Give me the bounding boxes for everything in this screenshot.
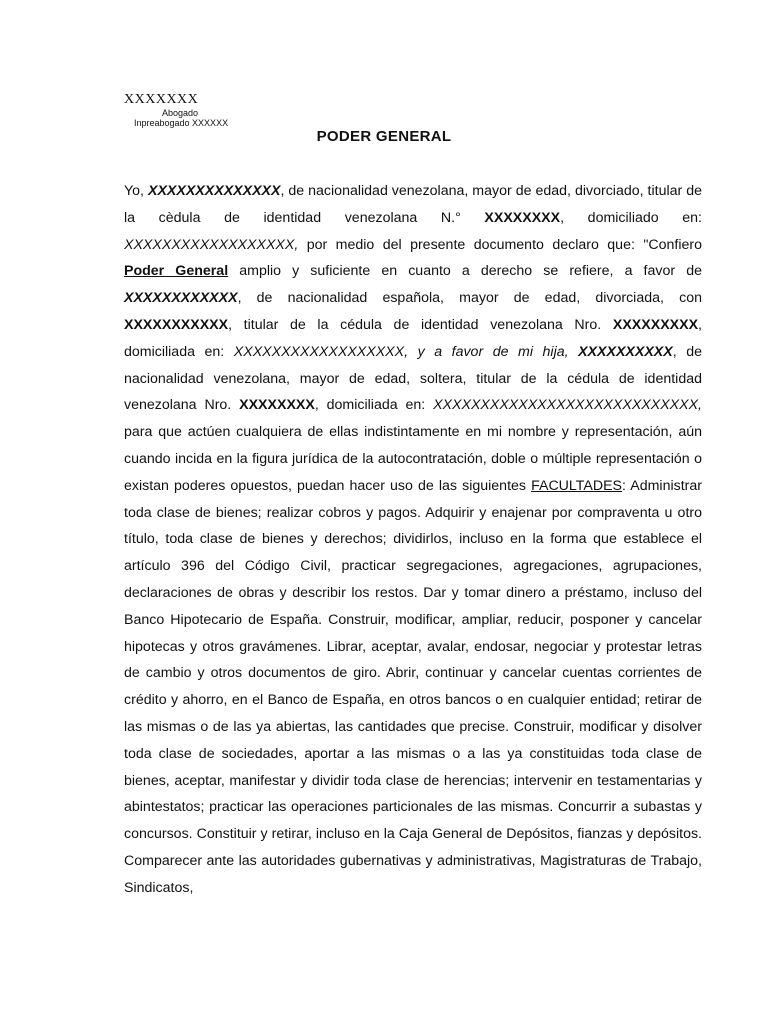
body-text-segment: , de nacionalidad española, mayor de edad, divorciada, con bbox=[237, 290, 702, 307]
document-body bbox=[124, 178, 702, 902]
body-text-segment: para que actúen cualquiera de ellas indistintamente en mi nombre y representación, aún cuando incida en la figura jurídica de la autocontratación, doble o múltiple representación o existan poderes opuestos, puedan hacer uso de las siguientes bbox=[124, 424, 702, 494]
power-term: Poder General bbox=[124, 263, 229, 280]
body-text-segment: , de nacionalidad venezolana, mayor de edad, soltera, titular de la cédula de identidad venezolana Nro. bbox=[124, 343, 702, 414]
body-text-segment: amplio y suficiente en cuanto a derecho se refiere, a favor de bbox=[228, 263, 702, 280]
author-registration: Inpreabogado XXXXXX bbox=[134, 118, 229, 128]
agent1-extra: XXXXXXXXXXX bbox=[124, 316, 229, 333]
body-text-segment: Yo, bbox=[124, 183, 148, 199]
agent2-id-number: XXXXXXXX bbox=[239, 397, 315, 414]
author-name: XXXXXXX bbox=[124, 92, 199, 107]
agent2-name: XXXXXXXXXX bbox=[578, 343, 673, 360]
body-text-segment: , de nacionalidad venezolana, mayor de edad, divorciado, titular de la cèdula de identidad venezolana N.° bbox=[124, 183, 703, 226]
grantor-id-number: XXXXXXXX bbox=[484, 209, 561, 226]
body-text-segment: , domiciliada en: bbox=[124, 316, 702, 360]
agent1-address: XXXXXXXXXXXXXXXXXX, y a favor de mi hija, bbox=[233, 343, 579, 360]
agent2-address: XXXXXXXXXXXXXXXXXXXXXXXXXXXX, bbox=[433, 397, 702, 414]
body-text-segment: , domiciliado en: bbox=[560, 209, 702, 226]
body-paragraph bbox=[124, 178, 702, 902]
faculties-term: FACULTADES bbox=[531, 477, 623, 494]
grantor-name: XXXXXXXXXXXXXX bbox=[147, 183, 281, 199]
agent1-id-number: XXXXXXXXX bbox=[612, 316, 699, 333]
author-role: Abogado bbox=[162, 108, 199, 118]
grantor-address: XXXXXXXXXXXXXXXXXX, bbox=[124, 236, 299, 253]
agent1-name: XXXXXXXXXXXX bbox=[124, 290, 238, 307]
body-text-segment: , titular de la cédula de identidad venezolana Nro. bbox=[228, 316, 613, 333]
author-header bbox=[124, 92, 324, 128]
body-text-segment: , domiciliada en: bbox=[314, 397, 434, 414]
body-text-segment: por medio del presente documento declaro que: "Confiero bbox=[298, 236, 702, 253]
document-title: PODER GENERAL bbox=[316, 128, 452, 145]
body-text-segment: : Administrar toda clase de bienes; realizar cobros y pagos. Adquirir y enajenar por compraventa u otro título, toda clase de bienes y derechos; dividirlos, incluso en la forma que establece el artículo 396 del Código Civil, practicar segregaciones, agregaciones, agrupaciones, declaraciones de obras y describir los restos. Dar y tomar dinero a préstamo, incluso del Banco Hipotecario de España. Construir, modificar, ampliar, reducir, posponer y cancelar hipotecas y otros gravámenes. Librar, aceptar, avalar, endosar, negociar y protestar letras de cambio y otros documentos de giro. Abrir, continuar y cancelar cuentas corrientes de crédito y ahorro, en el Banco de España, en otros bancos o en cualquier entidad; retirar de las mismas o de las ya abiertas, las cantidades que precise. Construir, modificar y disolver toda clase de sociedades, aportar a las mismas o a las ya constituidas toda clase de bienes, aceptar, manifestar y dividir toda clase de herencias; intervenir en testamentarias y abintestatos; practicar las operaciones particionales de las mismas. Concurrir a subastas y concursos. Constituir y retirar, incluso en la Caja General de Depósitos, fianzas y depósitos. Comparecer ante las autoridades gubernativas y administrativas, Magistraturas de Trabajo, Sindicatos, bbox=[124, 477, 703, 896]
